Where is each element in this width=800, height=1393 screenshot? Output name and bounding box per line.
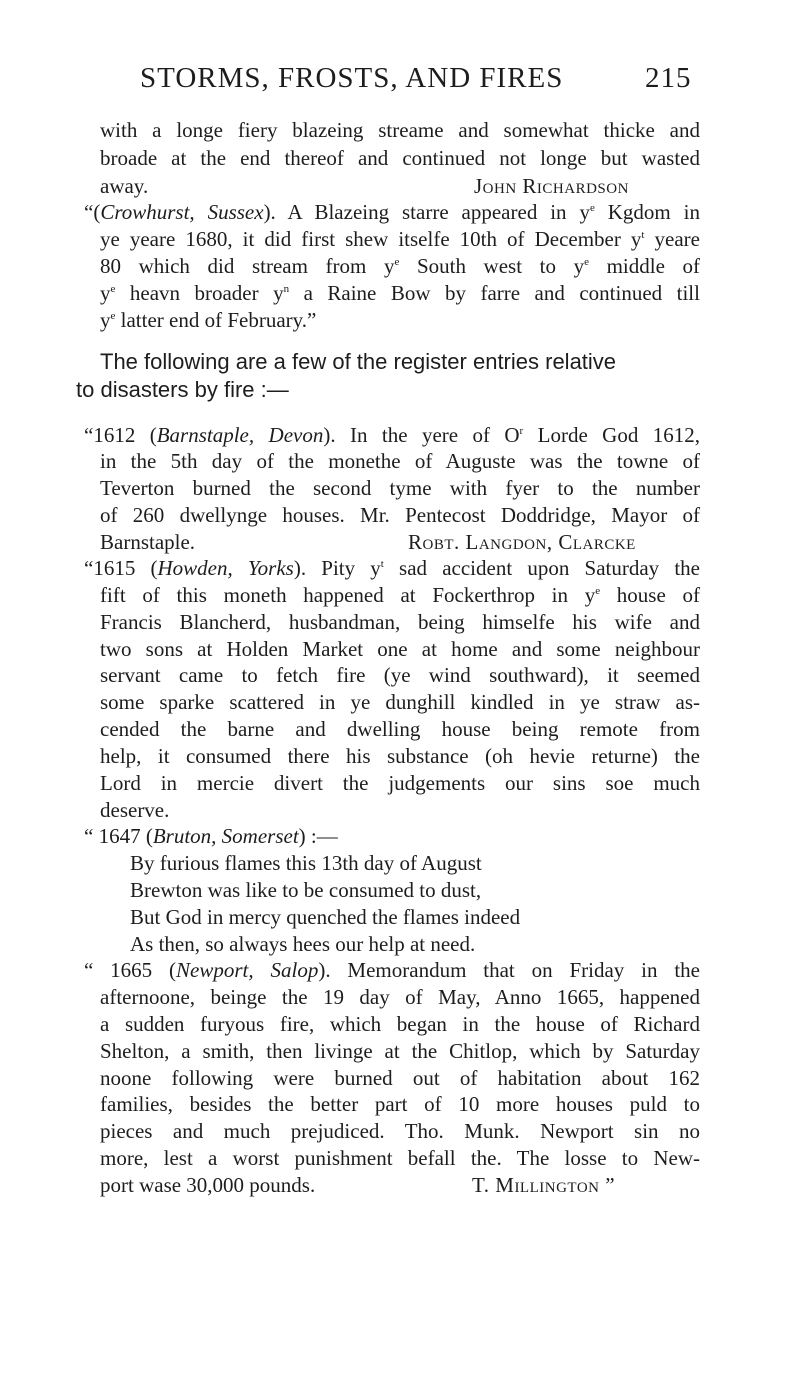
text-fragment: ye yeare 1680, it did first shew itselfe 10th of December y <box>100 227 642 251</box>
text-line <box>84 199 700 225</box>
text-fragment: latter end of February.” <box>115 308 317 332</box>
text-fragment: sad accident upon Saturday the <box>383 556 700 580</box>
place-name: Howden, Yorks <box>157 556 294 580</box>
running-head <box>140 62 740 95</box>
text-line <box>84 555 700 581</box>
text-line: with a longe fiery blazeing streame and somewhat thicke and <box>100 118 700 142</box>
text-line <box>84 957 700 983</box>
text-line: noone following were burned out of habitation about 162 <box>100 1066 700 1090</box>
text-fragment: ). In the yere of O <box>323 423 520 447</box>
text-line: more, lest a worst punishment befall the. The losse to New- <box>100 1146 700 1170</box>
text-line <box>100 173 700 199</box>
text-fragment: ). A Blazeing starre appeared in y <box>263 200 590 224</box>
text-line: Teverton burned the second tyme with fyer to the number <box>100 476 700 500</box>
intro-line: to disasters by fire :— <box>76 377 289 402</box>
text-fragment: fift of this moneth happened at Fockerthrop in y <box>100 583 596 607</box>
text-fragment: 80 which did stream from y <box>100 254 395 278</box>
text-fragment: y <box>100 308 111 332</box>
text-fragment: ). Pity y <box>293 556 381 580</box>
text-line <box>100 582 700 608</box>
year-ref: “1615 ( <box>84 556 158 580</box>
text-line: Lord in mercie divert the judgements our sins soe much <box>100 771 700 795</box>
verse-line: As then, so always hees our help at need. <box>130 932 476 956</box>
text-line: pieces and much prejudiced. Tho. Munk. Newport sin no <box>100 1119 700 1143</box>
text-line: deserve. <box>100 798 170 822</box>
verse-line: But God in mercy quenched the flames indeed <box>130 905 521 929</box>
text-line: families, besides the better part of 10 more houses puld to <box>100 1092 700 1116</box>
text-fragment: port wase 30,000 pounds. <box>100 1173 316 1197</box>
place-name: Crowhurst, Sussex <box>100 200 264 224</box>
text-line <box>100 280 700 306</box>
text-line: Shelton, a smith, then livinge at the Chitlop, which by Saturday <box>100 1039 700 1063</box>
text-line <box>100 1172 700 1198</box>
page-number: 215 <box>645 62 692 94</box>
text-fragment: ) :— <box>298 824 338 848</box>
text-fragment: heavn broader y <box>115 281 284 305</box>
superscript: e <box>110 283 116 295</box>
text-fragment: yeare <box>644 227 700 251</box>
superscript: e <box>584 256 589 268</box>
superscript: e <box>589 202 595 214</box>
signature-langdon: Robt. Langdon, Clarcke <box>408 530 636 554</box>
signature-millington: T. Millington ” <box>472 1173 616 1197</box>
signature-richardson: John Richardson <box>474 174 629 198</box>
quote-mark: “( <box>84 200 101 224</box>
text-fragment: middle of <box>588 254 701 278</box>
text-line <box>84 823 700 849</box>
text-line: some sparke scattered in ye dunghill kindled in ye straw as- <box>100 690 700 714</box>
year-ref: “ 1647 ( <box>84 824 153 848</box>
superscript: e <box>595 585 601 597</box>
text-fragment: away. <box>100 174 149 198</box>
text-fragment: Barnstaple. <box>100 530 196 554</box>
text-line <box>84 422 700 448</box>
text-line: cended the barne and dwelling house being remote from <box>100 717 700 741</box>
text-fragment: house of <box>600 583 700 607</box>
intro-line: The following are a few of the register entries relative <box>100 349 617 374</box>
text-line <box>100 529 700 555</box>
text-line: broade at the end thereof and continued not longe but wasted <box>100 146 700 170</box>
text-fragment: y <box>100 281 111 305</box>
verse-line: By furious flames this 13th day of August <box>130 851 482 875</box>
text-line: in the 5th day of the monethe of Auguste was the towne of <box>100 449 700 473</box>
place-name: Newport, Salop <box>176 958 319 982</box>
text-line <box>100 253 700 279</box>
superscript: t <box>641 229 645 241</box>
text-fragment: ). Memorandum that on Friday in the <box>318 958 700 982</box>
text-line: two sons at Holden Market one at home and some neighbour <box>100 637 700 661</box>
text-fragment: a Raine Bow by farre and continued till <box>289 281 700 305</box>
superscript: t <box>380 558 384 570</box>
text-fragment: Kgdom in <box>594 200 700 224</box>
text-fragment: South west to y <box>399 254 585 278</box>
text-line: a sudden furyous fire, which began in the house of Richard <box>100 1012 700 1036</box>
text-line <box>100 307 700 333</box>
text-line: afternoone, beinge the 19 day of May, Anno 1665, happened <box>100 985 700 1009</box>
text-line: servant came to fetch fire (ye wind southward), it seemed <box>100 663 700 687</box>
place-name: Barnstaple, Devon <box>156 423 324 447</box>
year-ref: “ 1665 ( <box>84 958 177 982</box>
year-ref: “1612 ( <box>84 423 157 447</box>
text-line: help, it consumed there his substance (oh hevie returne) the <box>100 744 700 768</box>
superscript: n <box>283 283 290 295</box>
superscript: e <box>110 310 116 322</box>
running-head-title: STORMS, FROSTS, AND FIRES <box>140 62 564 94</box>
text-line: Francis Blancherd, husbandman, being himselfe his wife and <box>100 610 700 634</box>
text-fragment: Lorde God 1612, <box>523 423 700 447</box>
text-line <box>100 226 700 252</box>
verse-line: Brewton was like to be consumed to dust, <box>130 878 482 902</box>
place-name: Bruton, Somerset <box>152 824 299 848</box>
text-line: of 260 dwellynge houses. Mr. Pentecost Doddridge, Mayor of <box>100 503 700 527</box>
superscript: e <box>394 256 400 268</box>
superscript: r <box>519 425 524 437</box>
